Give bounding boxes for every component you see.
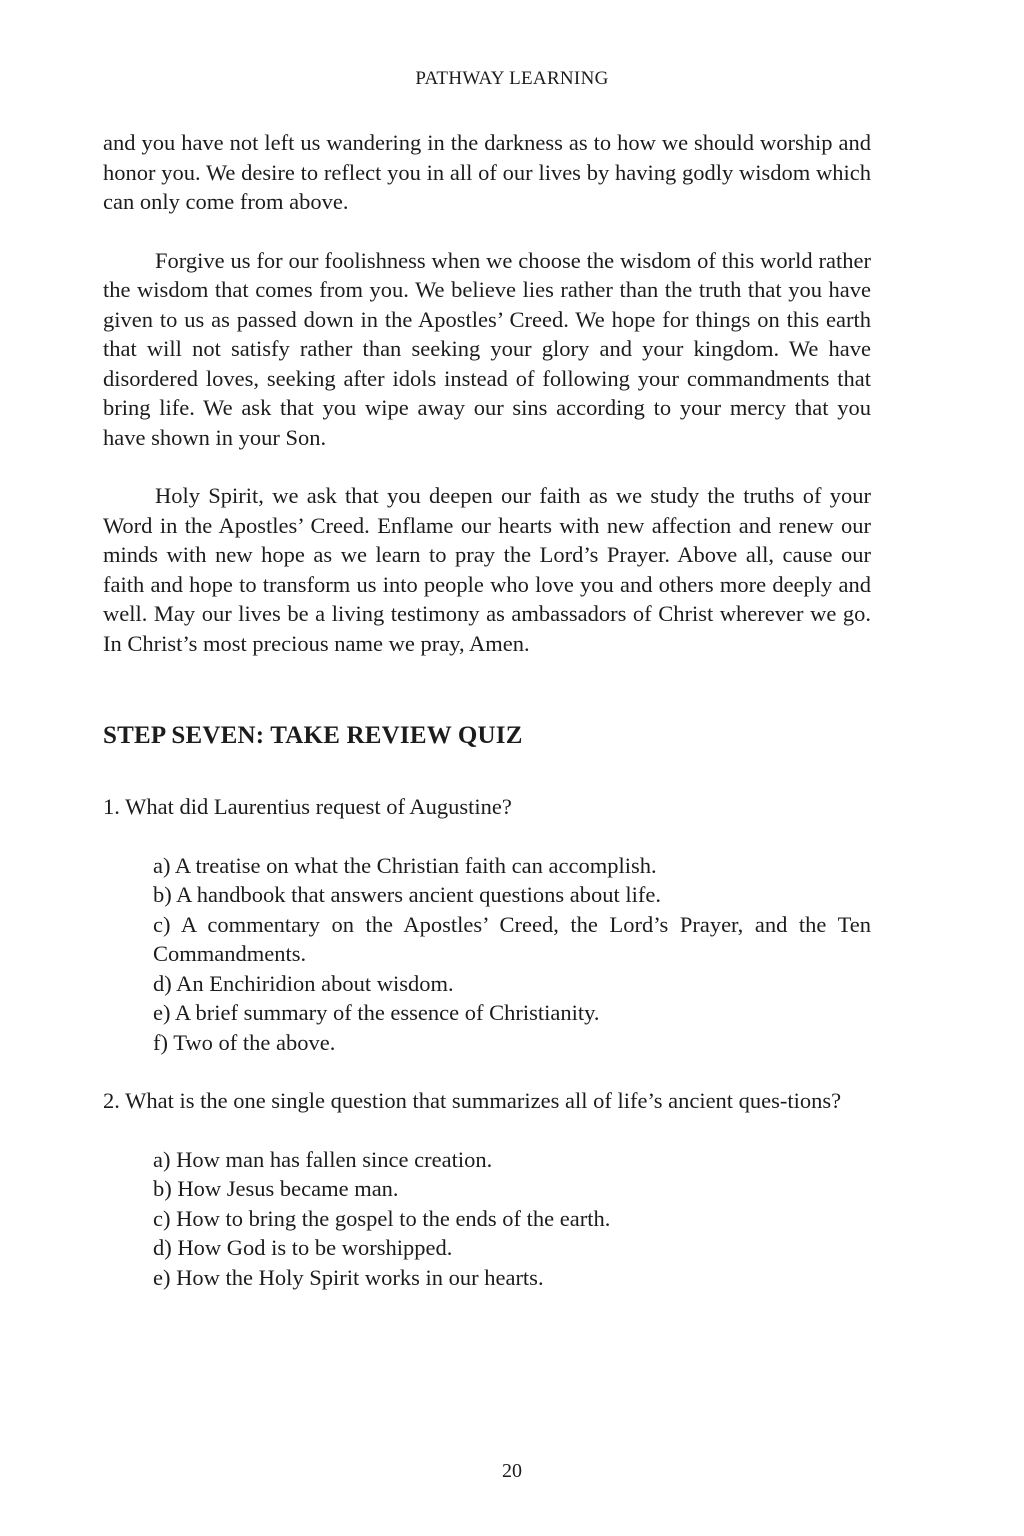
prayer-paragraph: Forgive us for our foolishness when we choose the wisdom of this world rather the wisdom that comes from you. We believe lies rather than the truth that you have given to us as passed down in the Apostles’ Creed. We hope for things on this earth that will not satisfy rather than seeking your glory and your kingdom. We have disordered loves, seeking after idols instead of following your commandments that bring life. We ask that you wipe away our sins according to your mercy that you have shown in your Son. <box>103 247 871 450</box>
running-header: PATHWAY LEARNING <box>415 68 609 89</box>
page-number: 20 <box>502 1460 522 1482</box>
answer-option: b) How Jesus became man. <box>153 1176 399 1201</box>
answer-options <box>103 1145 871 1293</box>
answer-option: d) An Enchiridion about wisdom. <box>153 970 454 996</box>
answer-options <box>103 851 871 1058</box>
answer-option: d) How God is to be worshipped. <box>153 1235 453 1260</box>
quiz-question: 2. What is the one single question that summarizes all of life’s ancient ques-tions? <box>103 1088 842 1113</box>
answer-option: a) How man has fallen since creation. <box>153 1146 493 1172</box>
answer-option: c) A commentary on the Apostles’ Creed, the Lord’s Prayer, and the Ten Commandments. <box>153 911 871 966</box>
quiz-question: 1. What did Laurentius request of Augustine? <box>103 794 512 819</box>
section-heading: STEP SEVEN: TAKE REVIEW QUIZ <box>103 722 523 749</box>
page-body <box>103 128 871 1292</box>
answer-option: e) A brief summary of the essence of Christianity. <box>153 1000 600 1025</box>
answer-option: e) How the Holy Spirit works in our hearts. <box>153 1264 544 1290</box>
answer-option: b) A handbook that answers ancient questions about life. <box>153 882 662 907</box>
answer-option: c) How to bring the gospel to the ends of the earth. <box>153 1205 611 1231</box>
prayer-paragraph: Holy Spirit, we ask that you deepen our faith as we study the truths of your Word in the Apostles’ Creed. Enflame our hearts with new affection and renew our minds with new hope as we learn to pray the Lord’s Prayer. Above all, cause our faith and hope to transform us into people who love you and others more deeply and well. May our lives be a living testimony as ambassadors of Christ wherever we go. In Christ’s most precious name we pray, Amen. <box>103 483 871 656</box>
answer-option: f) Two of the above. <box>153 1029 336 1055</box>
answer-option: a) A treatise on what the Christian faith can accomplish. <box>153 852 657 878</box>
prayer-paragraph: and you have not left us wandering in the darkness as to how we should worship and honor you. We desire to reflect you in all of our lives by having godly wisdom which can only come from above. <box>103 130 871 214</box>
